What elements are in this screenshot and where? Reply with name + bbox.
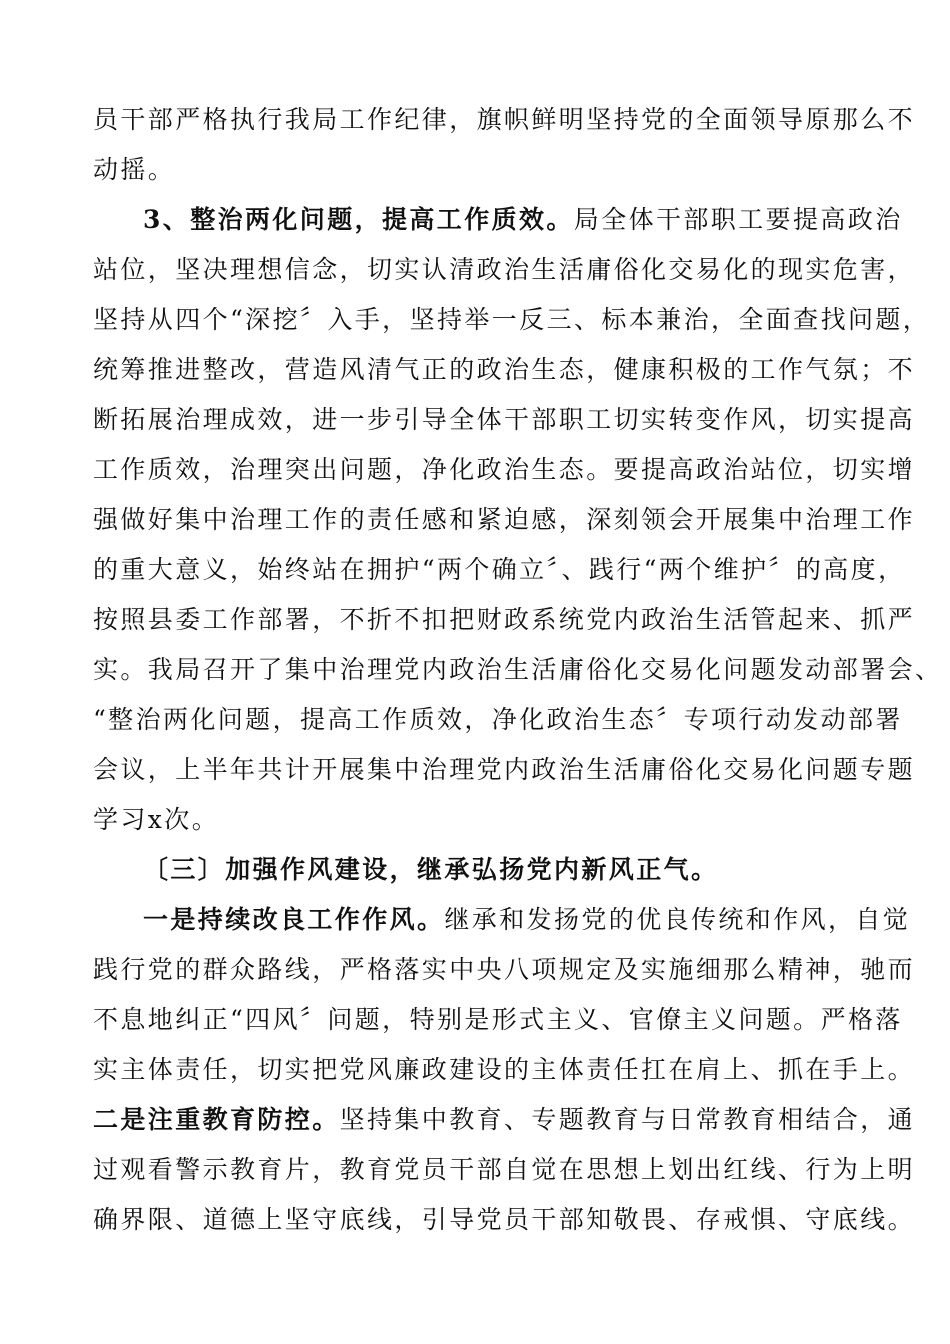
text-line bbox=[93, 555, 905, 585]
point-heading-line bbox=[93, 1105, 915, 1135]
text-line bbox=[93, 155, 175, 185]
numbered-heading-line bbox=[143, 205, 903, 235]
text-line bbox=[93, 605, 915, 635]
point-heading-line bbox=[143, 905, 910, 935]
text-line bbox=[93, 655, 942, 685]
text-line bbox=[93, 255, 915, 285]
text-line bbox=[93, 805, 219, 835]
line-text: 工作质效，治理突出问题，净化政治生态。要提高政治站位，切实增 bbox=[93, 455, 916, 484]
line-text: 坚持从四个“深挖〞入手，坚持举一反三、标本兼治，全面查找问题， bbox=[93, 305, 931, 334]
line-text: 会议，上半年共计开展集中治理党内政治生活庸俗化交易化问题专题 bbox=[93, 755, 916, 784]
line-text: 按照县委工作部署，不折不扣把财政系统党内政治生活管起来、抓严 bbox=[93, 605, 916, 634]
line-text: 继承和发扬党的优良传统和作风，自觉 bbox=[444, 905, 911, 934]
line-text: 统筹推进整改，营造风清气正的政治生态，健康积极的工作气氛；不 bbox=[93, 355, 916, 384]
text-line bbox=[93, 1205, 915, 1235]
point-heading-two: 二是注重教育防控。 bbox=[93, 1105, 340, 1134]
text-line bbox=[93, 955, 915, 985]
text-line bbox=[93, 305, 930, 335]
text-line bbox=[93, 455, 915, 485]
text-line bbox=[93, 755, 915, 785]
line-text: 践行党的群众路线，严格落实中央八项规定及实施细那么精神，驰而 bbox=[93, 955, 916, 984]
line-text: 强做好集中治理工作的责任感和紧迫感，深刻领会开展集中治理工作 bbox=[93, 505, 916, 534]
text-line bbox=[93, 355, 915, 385]
line-text: 局全体干部职工要提高政治 bbox=[573, 205, 903, 234]
section-heading-line bbox=[143, 855, 718, 885]
text-line bbox=[93, 105, 915, 135]
line-text: 的重大意义，始终站在拥护“两个确立〞、践行“两个维护〞的高度， bbox=[93, 555, 906, 584]
text-line bbox=[93, 1005, 903, 1035]
line-text: 实主体责任，切实把党风廉政建设的主体责任扛在肩上、抓在手上。 bbox=[93, 1055, 916, 1084]
text-line bbox=[93, 405, 915, 435]
section-heading-3-subsection: 〔三〕加强作风建设，继承弘扬党内新风正气。 bbox=[143, 855, 719, 884]
text-line bbox=[93, 1055, 915, 1085]
line-text: 动摇。 bbox=[93, 155, 176, 184]
line-text: 学习x次。 bbox=[93, 805, 220, 834]
line-text: 员干部严格执行我局工作纪律，旗帜鲜明坚持党的全面领导原那么不 bbox=[93, 105, 916, 134]
line-text: 不息地纠正“四风〞问题，特别是形式主义、官僚主义问题。严格落 bbox=[93, 1005, 903, 1034]
line-text: 站位，坚决理想信念，切实认清政治生活庸俗化交易化的现实危害， bbox=[93, 255, 916, 284]
line-text: 过观看警示教育片，教育党员干部自觉在思想上划出红线、行为上明 bbox=[93, 1155, 916, 1184]
text-line bbox=[93, 505, 915, 535]
text-line bbox=[93, 1155, 915, 1185]
line-text: “整治两化问题，提高工作质效，净化政治生态〞专项行动发动部署 bbox=[93, 705, 903, 734]
text-line bbox=[93, 705, 903, 735]
line-text: 坚持集中教育、专题教育与日常教育相结合，通 bbox=[339, 1105, 916, 1134]
section-heading-3: 3、整治两化问题，提高工作质效。 bbox=[143, 205, 574, 234]
line-text: 实。我局召开了集中治理党内政治生活庸俗化交易化问题发动部署会、 bbox=[93, 655, 943, 684]
point-heading-one: 一是持续改良工作作风。 bbox=[143, 905, 445, 934]
line-text: 确界限、道德上坚守底线，引导党员干部知敬畏、存戒惧、守底线。 bbox=[93, 1205, 916, 1234]
line-text: 断拓展治理成效，进一步引导全体干部职工切实转变作风，切实提高 bbox=[93, 405, 916, 434]
